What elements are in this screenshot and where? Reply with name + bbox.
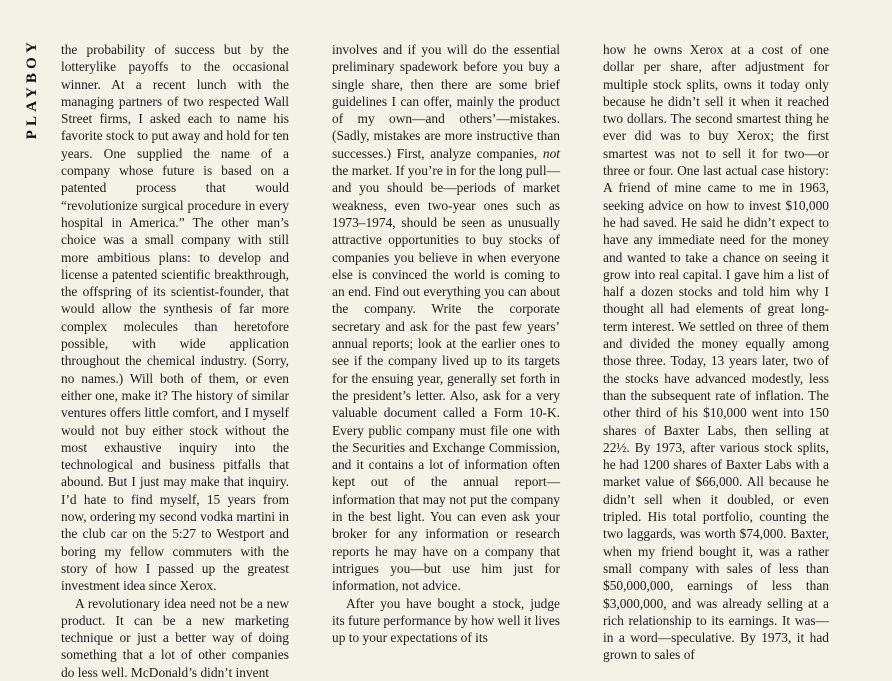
paragraph: how he owns Xerox at a cost of one dollar per share, after adjustment for multiple stock splits, owns it today only because he didn’t sell it when it reached two dollars. The second smartest thing he ever did was to buy Xerox; the first smartest was not to sell it for two—or three or four. One last actual case history: A friend of mine came to me in 1963, seeking advice on how to invest $10,000 he had saved. He said he didn’t expect to have any immediate need for the money and wanted to take a chance on seeing it grow into real capital. I gave him a list of half a dozen stocks and told him why I thought all had elements of great long-term interest. We settled on three of them and divided the money equally among those three. Today, 13 years later, two of the stocks have advanced modestly, less than the subsequent rate of inflation. The other third of his $10,000 went into 150 shares of Baxter Labs, then selling at 22½. By 1973, after various stock splits, he had 1200 shares of Baxter Labs with a market value of $66,000. All because he didn’t sell when it doubled, or even tripled. His total portfolio, counting the two laggards, was worth $74,000. Baxter, when my friend bought it, was a rather small company with sales of less than $50,000,000, earnings of less than $3,000,000, and was already selling at a rich relationship to its earnings. It was—in a word—speculative. By 1973, it had grown to sales of (603, 42, 829, 663)
text-column-3 (603, 41, 829, 664)
paragraph-text: involves and if you will do the essential preliminary spadework before you buy a single share, then there are some brief guidelines I can offer, mainly the product of my own—and others’—mistakes. (Sadly, mistakes are more instructive than successes.) First, analyze companies, (332, 42, 560, 161)
text-column-1 (61, 41, 289, 681)
text-column-2 (332, 41, 560, 646)
paragraph: A revolutionary idea need not be a new product. It can be a new marketing technique or just a better way of doing something that a lot of other companies do less well. McDonald’s didn’t invent (61, 595, 289, 680)
running-head: PLAYBOY (24, 38, 40, 140)
paragraph: After you have bought a stock, judge its future performance by how well it lives up to your expectations of its (332, 595, 560, 646)
emphasis: not (542, 145, 560, 161)
paragraph (332, 41, 560, 595)
paragraph: the probability of success but by the lotterylike payoffs to the occasional winner. At a recent lunch with the managing partners of two respected Wall Street firms, I asked each to name his favorite stock to put away and hold for ten years. One supplied the name of a company whose future is based on a patented process that would “revolutionize surgical procedure in every hospital in America.” The other man’s choice was a small company with still more ambitious plans: to develop and license a patented scientific breakthrough, the offspring of its scientist-founder, that would allow the synthesis of far more complex molecules than heretofore possible, with wide application throughout the chemical industry. (Sorry, no names.) Will both of them, or even either one, make it? The history of similar ventures offers little comfort, and I myself would not buy either stock without the most exhaustive inquiry into the technological and business pitfalls that abound. But I just may make that inquiry. I’d hate to find myself, 15 years from now, ordering my second vodka martini in the club car on the 5:27 to Westport and boring my fellow commuters with the story of how I passed up the greatest investment idea since Xerox. (61, 42, 289, 594)
paragraph-text: the market. If you’re in for the long pull—and you should be—periods of market weakness, even two-year ones such as 1973–1974, should be seen as unusually attractive opportunities to buy stocks of companies you believe in when everyone else is convinced the world is coming to an end. Find out everything you can about the company. Write the corporate secretary and ask for the past few years’ annual reports; look at the earlier ones to see if the company lived up to its targets for the ensuing year, generally set forth in the president’s letter. Also, ask for a very valuable document called a Form 10-K. Every public company must file one with the Securities and Exchange Commission, and it contains a lot of information often kept out of the annual report—information that may not put the company in the best light. You can even ask your broker for any information or research reports he may have on a company that intrigues you—but use him just for information, not advice. (332, 163, 560, 594)
